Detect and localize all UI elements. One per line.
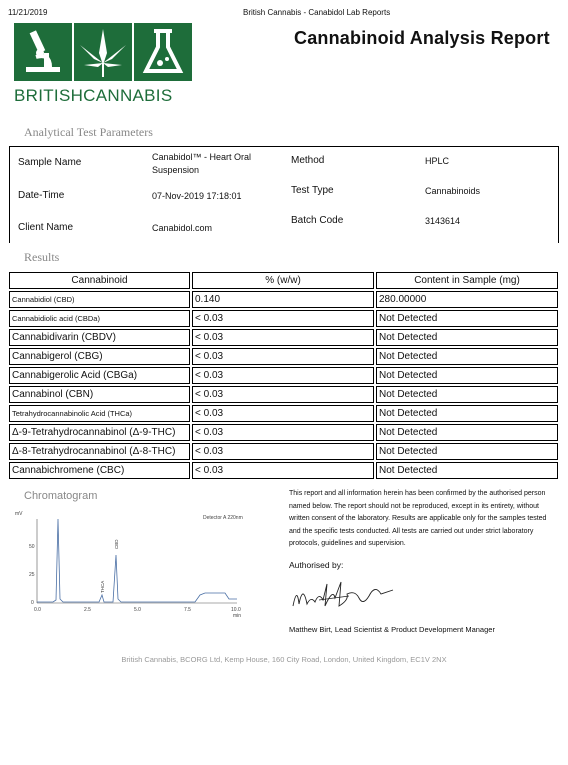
cannabinoid-name: Δ-8-Tetrahydrocannabinol (Δ-8-THC) [9, 443, 190, 460]
table-row [9, 443, 558, 460]
table-row [9, 329, 558, 346]
percent-value: < 0.03 [192, 329, 374, 346]
col-header-cannabinoid: Cannabinoid [9, 272, 190, 289]
percent-value: < 0.03 [192, 443, 374, 460]
method-label: Method [291, 155, 325, 166]
percent-value: < 0.03 [192, 310, 374, 327]
y-tick: 25 [29, 572, 35, 578]
datetime-label: Date-Time [18, 190, 65, 201]
client-label: Client Name [18, 222, 74, 233]
content-value: Not Detected [376, 462, 558, 479]
footer-address: British Cannabis, BCORG Ltd, Kemp House, 160 City Road, London, United Kingdom, EC1V 2NX [121, 655, 447, 664]
content-value: Not Detected [376, 348, 558, 365]
batch-code-value: 3143614 [425, 216, 461, 226]
results-section-title: Results [24, 250, 60, 264]
sample-name-value: Canabidol™ - Heart Oral Suspension [152, 152, 252, 175]
params-box [9, 146, 559, 243]
table-row [9, 405, 558, 422]
x-tick: 10.0 [231, 607, 241, 613]
x-tick: 0.0 [34, 607, 41, 613]
peak-label-thca: THCA [100, 580, 105, 593]
test-type-label: Test Type [291, 185, 334, 196]
content-value: Not Detected [376, 443, 558, 460]
x-tick: 5.0 [134, 607, 141, 613]
results-header-row [9, 272, 558, 289]
content-value: 280.00000 [376, 291, 558, 308]
sample-name-label: Sample Name [18, 157, 82, 168]
cannabinoid-name: Cannabidivarin (CBDV) [9, 329, 190, 346]
table-row [9, 424, 558, 441]
cannabinoid-name: Cannabidiol (CBD) [9, 291, 190, 308]
results-table [7, 270, 560, 481]
chromatogram-plot [15, 505, 255, 625]
cannabis-leaf-icon [74, 23, 132, 81]
signatory-name: Matthew Birt, Lead Scientist & Product Development Manager [289, 625, 495, 634]
cannabinoid-name: Tetrahydrocannabinolic Acid (THCa) [9, 405, 190, 422]
x-tick: 7.5 [184, 607, 191, 613]
table-row [9, 348, 558, 365]
cannabinoid-name: Cannabidiolic acid (CBDa) [9, 310, 190, 327]
cannabinoid-name: Cannabigerol (CBG) [9, 348, 190, 365]
y-unit-label: mV [15, 511, 23, 517]
detector-label: Detector A 220nm [203, 515, 243, 521]
content-value: Not Detected [376, 367, 558, 384]
content-value: Not Detected [376, 386, 558, 403]
site-title: British Cannabis - Canabidol Lab Reports [243, 8, 391, 17]
report-title: Cannabinoid Analysis Report [294, 28, 550, 48]
chromatogram-trace [37, 519, 237, 602]
percent-value: 0.140 [192, 291, 374, 308]
content-value: Not Detected [376, 310, 558, 327]
y-tick: 50 [29, 544, 35, 550]
cannabinoid-name: Δ-9-Tetrahydrocannabinol (Δ-9-THC) [9, 424, 190, 441]
british-cannabis-logo [14, 23, 192, 83]
table-row [9, 367, 558, 384]
peak-label-cbd: CBD [114, 539, 119, 549]
method-value: HPLC [425, 156, 450, 166]
params-section-title: Analytical Test Parameters [24, 125, 153, 139]
print-date: 11/21/2019 [8, 8, 48, 17]
batch-code-label: Batch Code [291, 215, 344, 226]
percent-value: < 0.03 [192, 348, 374, 365]
client-value: Canabidol.com [152, 223, 213, 233]
percent-value: < 0.03 [192, 386, 374, 403]
col-header-percent: % (w/w) [192, 272, 374, 289]
percent-value: < 0.03 [192, 424, 374, 441]
cannabinoid-name: Cannabigerolic Acid (CBGa) [9, 367, 190, 384]
microscope-icon [14, 23, 72, 81]
content-value: Not Detected [376, 329, 558, 346]
content-value: Not Detected [376, 424, 558, 441]
datetime-value: 07-Nov-2019 17:18:01 [152, 191, 242, 201]
x-tick: 2.5 [84, 607, 91, 613]
signature-image [289, 576, 399, 621]
cannabinoid-name: Cannabinol (CBN) [9, 386, 190, 403]
x-unit-label: min [233, 613, 242, 619]
y-tick: 0 [31, 600, 34, 606]
chromatogram-title: Chromatogram [24, 490, 98, 502]
test-type-value: Cannabinoids [425, 186, 481, 196]
authorised-by-label: Authorised by: [289, 560, 344, 570]
table-row [9, 386, 558, 403]
col-header-content: Content in Sample (mg) [376, 272, 558, 289]
content-value: Not Detected [376, 405, 558, 422]
percent-value: < 0.03 [192, 367, 374, 384]
percent-value: < 0.03 [192, 405, 374, 422]
table-row [9, 291, 558, 308]
cannabinoid-name: Cannabichromene (CBC) [9, 462, 190, 479]
table-row [9, 462, 558, 479]
table-row [9, 310, 558, 327]
flask-icon [134, 23, 192, 81]
percent-value: < 0.03 [192, 462, 374, 479]
brand-wordmark: BRITISHCANNABIS [14, 86, 173, 105]
disclaimer-text: This report and all information herein has been confirmed by the authorised person named below. The report should not be reproduced, except in its entirety, without written consent of the laboratory. Results are applicable only for the samples tested and the specific tests conducted. All tests are carried out under strict laboratory protocols, guidelines and supervision. [289, 490, 547, 547]
